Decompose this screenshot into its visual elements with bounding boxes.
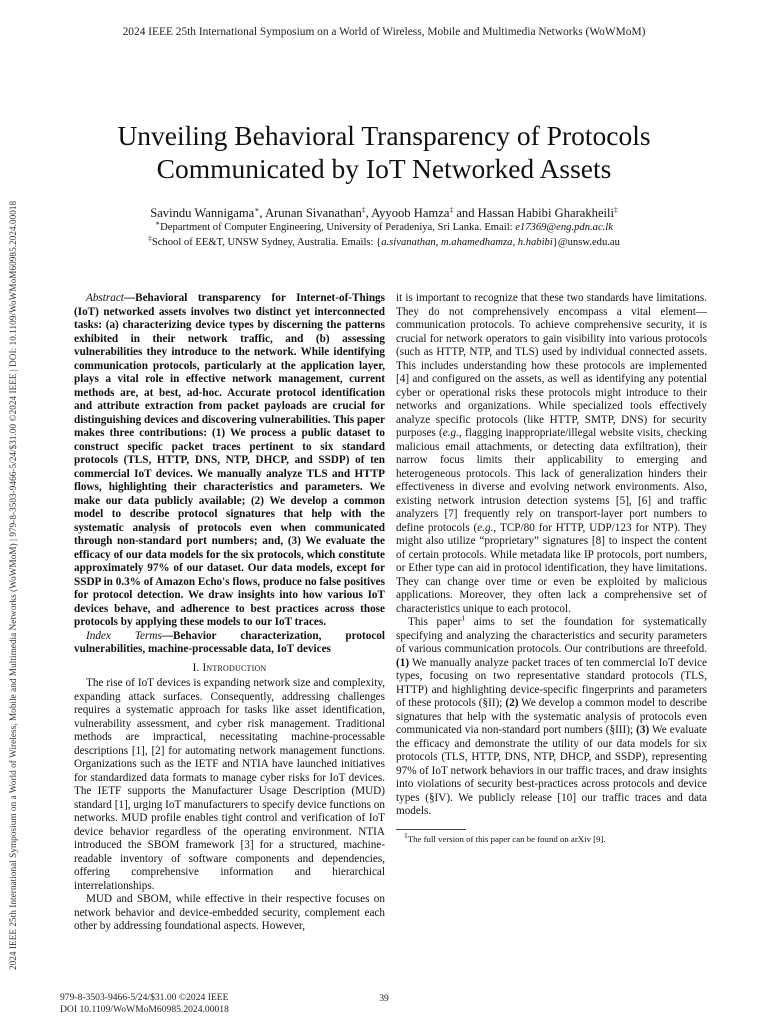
affiliation-mark: ‡ — [361, 204, 366, 214]
index-terms-text: —Behavior characterization, protocol vulnerabilities, machine-processable data, IoT devices — [74, 629, 385, 655]
author-name: , Ayyoob Hamza — [365, 206, 450, 220]
affiliation-mark: ∗ — [155, 218, 161, 228]
conference-header: 2024 IEEE 25th International Symposium on a World of Wireless, Mobile and Multimedia Networks (WoWMoM) — [122, 26, 646, 38]
side-note-text: 2024 IEEE 25th International Symposium on a World of Wireless, Mobile and Multimedia Networks (WoWMoM) | 979-8-3503-9466-5/24/$31.00 ©2024 IEEE | DOI: 10.1109/WoWMoM60985.2024.00018 — [8, 200, 18, 970]
footnote-mark: 1 — [461, 613, 466, 623]
intro-paragraph: MUD and SBOM, while effective in their respective focuses on network behavior and device-embedded security, complement each other by addressing foundational aspects. However, — [74, 893, 385, 932]
author-name: Savindu Wannigama — [150, 206, 255, 220]
abstract-label: Abstract — [86, 292, 124, 304]
footnote-divider — [396, 829, 466, 830]
footer-doi: DOI 10.1109/WoWMoM60985.2024.00018 — [60, 1003, 229, 1015]
section-title: Introduction — [202, 661, 267, 674]
abstract-text: —Behavioral transparency for Internet-of-Things (IoT) networked assets involves two distinct yet interconnected tasks: (a) characterizing device types by discerning the patterns exhibited in their network traffic, and (b) assessing vulnerabilities they introduce to the network. While identifying communication protocols, particularly at the application layer, plays a vital role in effective network management, current methods are, at best, ad-hoc. Accurate protocol identification and attribute extraction from packet payloads are crucial for distinguishing devices and discovering vulnerabilities. This paper makes three contributions: (1) We process a public dataset to construct specific packet traces pertinent to six standard protocols (TLS, HTTP, DNS, NTP, DHCP, and SSDP) of ten commercial IoT devices. We manually analyze TLS and HTTP flows, highlighting their characteristics and parameters. We make our data publicly available; (2) We develop a common model to describe protocol signatures that help with the systematic analysis of protocols even when communicated through non-standard port numbers; and, (3) We evaluate the efficacy of our data models for the six protocols, which constitute approximately 97% of our dataset. Our data models, except for SSDP in 0.3% of Amazon Echo's flows, produce no false positives for protocol detection. We draw insights into how various IoT devices behave, and adherence to best practices across those protocols by applying these models to our IoT traces. — [74, 292, 385, 628]
paper-title: Unveiling Behavioral Transparency of Protocols Communicated by IoT Networked Assets — [117, 120, 651, 184]
email-address: e17369@eng.pdn.ac.lk — [515, 222, 613, 233]
author-name: , Arunan Sivanathan — [259, 206, 362, 220]
left-column — [74, 292, 385, 934]
email-domain: }@unsw.edu.au — [552, 237, 620, 248]
affiliation-text: School of EE&T, UNSW Sydney, Australia. Emails: { — [151, 237, 382, 248]
index-terms-label: Index Terms — [86, 629, 162, 642]
footnote — [396, 830, 707, 845]
author-name: and Hassan Habibi Gharakheili — [453, 206, 615, 220]
affiliation-mark: ‡ — [449, 204, 454, 214]
abstract — [74, 292, 385, 630]
footnote-mark: 1 — [404, 830, 408, 840]
right-column — [396, 292, 707, 845]
footnote-text: The full version of this paper can be found on arXiv [9]. — [407, 833, 606, 844]
affiliation-text: Department of Computer Engineering, University of Peradeniya, Sri Lanka. Email: — [160, 222, 516, 233]
email-address: a.sivanathan, m.ahamedhamza, h.habibi — [381, 237, 553, 248]
affiliation-mark: ‡ — [614, 204, 618, 214]
section-heading — [74, 662, 385, 676]
affiliation-mark: ∗ — [254, 204, 260, 214]
page-number: 39 — [379, 993, 389, 1004]
intro-paragraph: The rise of IoT devices is expanding network size and complexity, expanding attack surfaces. Consequently, addressing challenges requires a systematic approach for tasks like asset identification, vulnerability assessment, and cyber risk management. Traditional methods are impractical, necessitating machine-processable descriptions [1], [2] for automating network management functions. Organizations such as the IETF and NTIA have launched initiatives for standardized data formats to manage cyber risks for IoT devices. The IETF supports the Manufacturer Usage Description (MUD) standard [1], urging IoT manufacturers to specify device functions on networks. MUD profile enables tight control and verification of IoT device behavior regardless of the operating environment. NTIA introduced the SBOM framework [3] for a structured, machine-readable inventory of software components and dependencies, offering comprehensive information and hierarchical interrelationships. — [74, 677, 385, 892]
intro-paragraph: it is important to recognize that these two standards have limitations. They do not comprehensively encompass a vital element—communication protocols. To achieve comprehensive security, it is crucial for network operators to gain visibility into various protocols (such as HTTP, NTP, and TLS) used by individual connected assets. This includes understanding how these protocols are implemented [4] and configured on the assets, as well as identifying any potential cyber or operational risks these protocols might introduce to their networks and organizations. While specialized tools effectively analyze specific protocols (like HTTP, SMTP, DNS) for security purposes (e.g., flagging inappropriate/illegal website visits, checking malicious email attachments, or detecting data exfiltration), their narrow focus limits their applicability to emerging and heterogeneous protocols. This lack of generalization hinders their effectiveness in diverse and evolving network environments. Also, existing network intrusion detection systems [5], [6] and traffic analyzers [7] frequently rely on transport-layer port numbers to define protocols (e.g., TCP/80 for HTTP, UDP/123 for NTP). They might also utilize “proprietary” signatures [8] to inspect the content of certain protocols. While metadata like IP protocols, port numbers, or Ether type can aid in protocol identification, they have limitations. They can change over time or even be exploited by malicious applications. Moreover, they often lack a comprehensive set of characteristics unique to each protocol. — [396, 292, 708, 615]
author-list — [0, 205, 768, 221]
affiliation-mark: ‡ — [148, 233, 152, 243]
footer-isbn: 979-8-3503-9466-5/24/$31.00 ©2024 IEEE — [60, 992, 229, 1003]
index-terms — [74, 630, 385, 657]
contributions-paragraph: This paper$^1$ aims to set the foundation for systematically specifying and analyzing the characteristics and security parameters of various communication protocols. Our contributions are threefold. (1) We manually analyze packet traces of ten commercial IoT device types, focusing on two representative standard protocols (TLS, HTTP) and highlighting device-specific fingerprints and parameters of these protocols (§II); (2) We develop a common model to describe signatures that help with the systematic analysis of protocols even communicated via non-standard port numbers (§III); (3) We evaluate the efficacy and demonstrate the utility of our data models for six protocols (TLS, HTTP, DNS, NTP, DHCP, and SSDP), representing 97% of IoT network behaviors in our traffic traces, and draw insights into violations of security best-practices across protocols and device types (§IV). We publicly release [10] our traffic traces and data models. — [396, 613, 707, 817]
section-number: I. — [192, 661, 203, 674]
affiliation-line — [0, 233, 768, 250]
affiliation-line — [0, 218, 768, 235]
